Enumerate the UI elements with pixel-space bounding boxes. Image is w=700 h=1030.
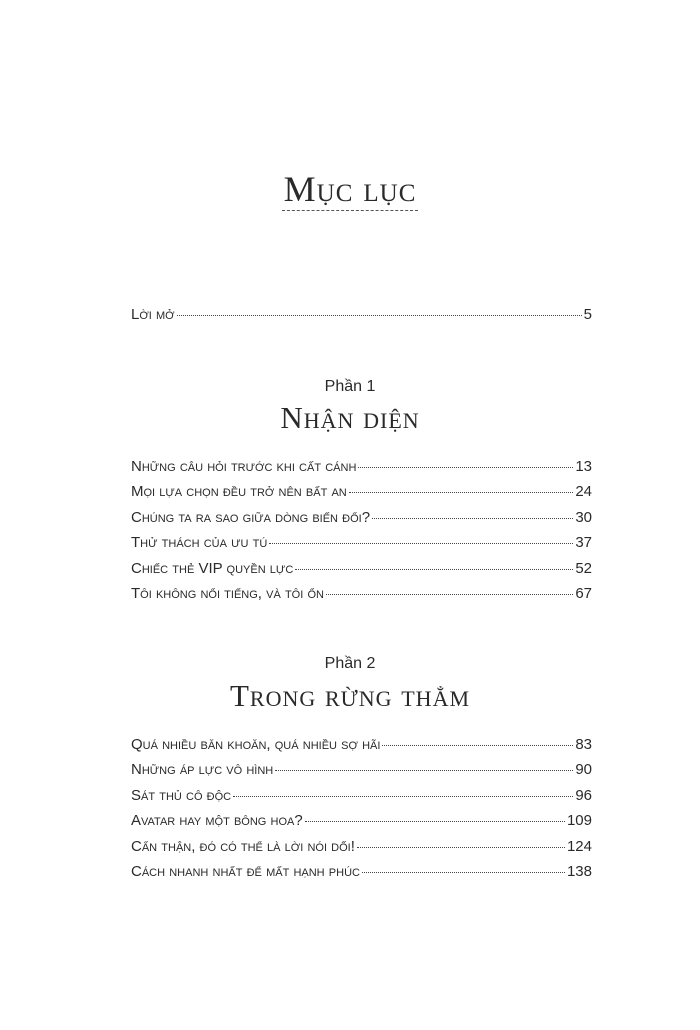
- entry-page: 52: [575, 559, 592, 577]
- entry-page: 24: [575, 483, 592, 501]
- toc-entry[interactable]: [131, 838, 592, 863]
- entry-page: 5: [583, 306, 592, 323]
- toc-entry[interactable]: [131, 585, 592, 610]
- entry-label: Những câu hỏi trước khi cất cánh: [131, 458, 357, 475]
- part-2-number: Phần 2: [324, 655, 376, 672]
- toc-entry[interactable]: [131, 483, 592, 508]
- toc-entry[interactable]: [131, 306, 592, 331]
- toc-entry[interactable]: [131, 534, 592, 559]
- toc-entry[interactable]: [131, 458, 592, 483]
- entry-label: Avatar hay một bông hoa?: [131, 812, 303, 830]
- dot-leader: [269, 543, 573, 544]
- entry-label: Cẩn thận, đó có thể là lời nói dối!: [131, 837, 355, 855]
- entry-page: 138: [566, 862, 592, 880]
- dot-leader: [357, 847, 565, 848]
- toc-entry[interactable]: [131, 812, 592, 837]
- dot-leader: [233, 796, 573, 797]
- toc-title: Mục lục: [283, 169, 417, 209]
- dot-leader: [326, 594, 573, 595]
- entry-label: Cách nhanh nhất để mất hạnh phúc: [131, 862, 360, 880]
- entry-page: 83: [575, 736, 592, 753]
- toc-entry[interactable]: [131, 736, 592, 761]
- toc-entry[interactable]: [131, 761, 592, 786]
- entry-label: Những áp lực vô hình: [131, 761, 274, 779]
- part-1-number: Phần 1: [324, 378, 376, 395]
- part-1-entries: [131, 458, 592, 610]
- entry-page: 90: [575, 761, 592, 779]
- dot-leader: [275, 770, 573, 771]
- entry-page: 37: [575, 534, 592, 552]
- dot-leader: [382, 745, 573, 746]
- entry-page: 109: [566, 812, 592, 830]
- dot-leader: [362, 872, 565, 873]
- entry-label: Mọi lựa chọn đều trở nên bất an: [131, 483, 347, 501]
- dot-leader: [358, 467, 573, 468]
- dot-leader: [177, 315, 582, 316]
- dot-leader: [349, 492, 574, 493]
- dot-leader: [295, 569, 573, 570]
- entry-label: Quá nhiều băn khoăn, quá nhiều sợ hãi: [131, 736, 381, 753]
- entry-label: Thử thách của ưu tú: [131, 534, 268, 552]
- dot-leader: [305, 821, 565, 822]
- toc-entry[interactable]: [131, 509, 592, 534]
- entry-page: 13: [575, 458, 592, 475]
- entry-page: 96: [575, 786, 592, 804]
- entry-label: Chúng ta ra sao giữa dòng biến đổi?: [131, 508, 371, 526]
- toc-entry[interactable]: [131, 787, 592, 812]
- entry-page: 30: [575, 508, 592, 526]
- entry-label: Tôi không nổi tiếng, và tôi ổn: [131, 584, 324, 602]
- entry-page: 67: [575, 584, 592, 602]
- entry-label: Chiếc thẻ VIP quyền lực: [131, 559, 294, 577]
- entry-label: Sát thủ cô độc: [131, 786, 232, 804]
- dot-leader: [372, 518, 573, 519]
- part-2-entries: [131, 736, 592, 888]
- part-1-title: Nhận diện: [280, 400, 420, 435]
- entry-page: 124: [566, 837, 592, 855]
- intro-entry: [131, 306, 592, 331]
- entry-label: Lời mở: [131, 306, 175, 323]
- toc-entry[interactable]: [131, 560, 592, 585]
- part-2-title: Trong rừng thẳm: [229, 678, 471, 713]
- toc-entry[interactable]: [131, 863, 592, 888]
